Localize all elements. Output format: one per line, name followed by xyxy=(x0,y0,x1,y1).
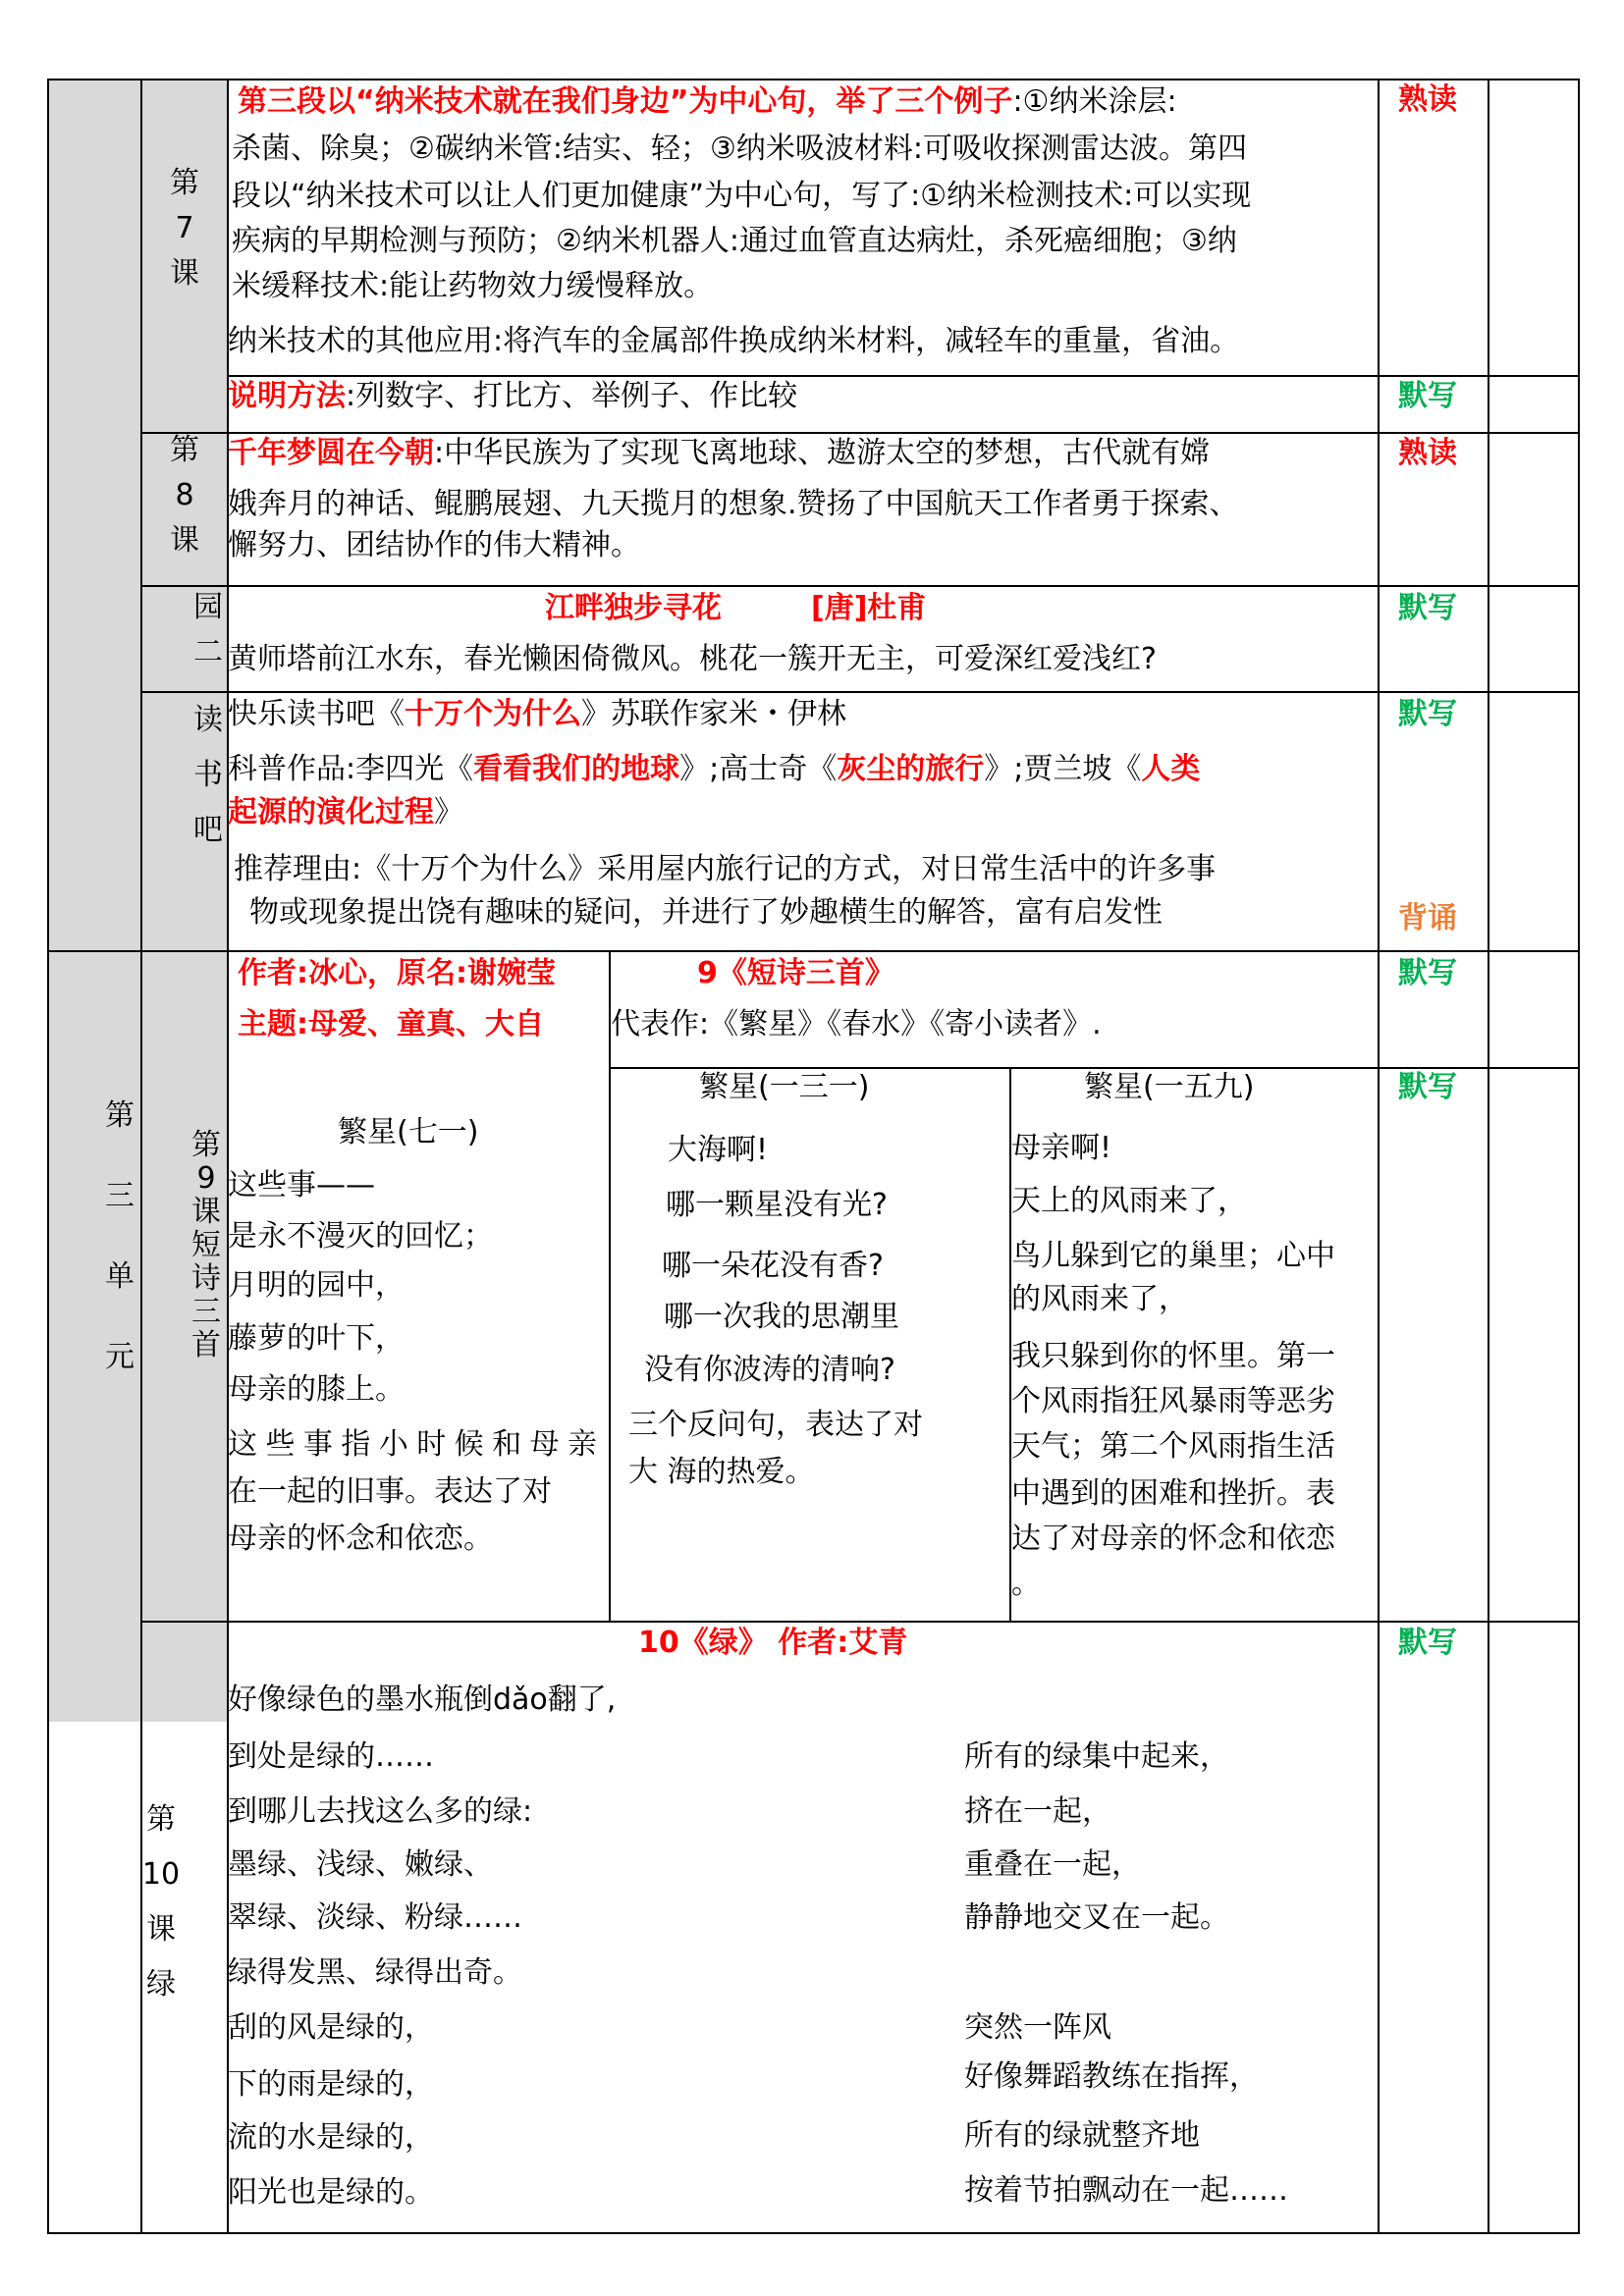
poem131-note: 三个反问句，表达了对 xyxy=(628,1408,923,1442)
poem159-line: 天上的风雨来了， xyxy=(1011,1184,1247,1218)
lesson7-method: 说明方法:列数字、打比方、举例子、作比较 xyxy=(228,379,798,413)
poem131-line: 没有你波涛的清响? xyxy=(644,1353,895,1387)
lesson10-right-line: 所有的绿就整齐地 xyxy=(964,2118,1200,2153)
poem71-line: 月明的园中， xyxy=(228,1268,405,1303)
poem131-title: 繁星(一三一) xyxy=(699,1070,870,1104)
lesson10-left-line: 到处是绿的…… xyxy=(228,1739,434,1774)
rule-v xyxy=(609,950,611,1621)
lesson8-line2: 娥奔月的神话、鲲鹏展翅、九天揽月的想象.赞扬了中国航天工作者勇于探索、 xyxy=(228,487,1239,521)
lesson10-left-line: 绿得发黑、绿得出奇。 xyxy=(228,1955,522,1990)
poem159-title: 繁星(一五九) xyxy=(1084,1070,1255,1104)
dushuba-line3: 起源的演化过程》 xyxy=(228,795,463,829)
poem159-line: 我只躲到你的怀里。第一 xyxy=(1011,1339,1335,1373)
poem159-line: 中遇到的困难和挫折。表 xyxy=(1011,1476,1335,1511)
lesson10-right-line: 静静地交叉在一起。 xyxy=(964,1900,1229,1935)
lesson7-line: 米缓释技术:能让药物效力缓慢释放。 xyxy=(232,269,714,303)
poem159-line: 母亲啊! xyxy=(1011,1131,1112,1165)
rule-bottom xyxy=(47,2232,1580,2234)
lesson9-works: 代表作:《繁星》《春水》《寄小读者》. xyxy=(611,1007,1102,1041)
poem71-note: 母亲的怀念和依恋。 xyxy=(228,1522,493,1556)
lesson8-line1: 千年梦圆在今朝:中华民族为了实现飞离地球、遨游太空的梦想，古代就有嫦 xyxy=(228,436,1211,470)
lesson10-right-line: 所有的绿集中起来， xyxy=(964,1739,1229,1774)
rule-top xyxy=(47,79,1580,80)
tag-beisong: 背诵 xyxy=(1398,901,1457,935)
lesson10-left-line: 阳光也是绿的。 xyxy=(228,2175,434,2210)
poem159-line: 天气；第二个风雨指生活 xyxy=(1011,1429,1335,1464)
lesson8-line3: 懈努力、团结协作的伟大精神。 xyxy=(228,528,640,562)
dushuba-reason1: 推荐理由:《十万个为什么》采用屋内旅行记的方式，对日常生活中的许多事 xyxy=(234,852,1217,886)
poem71-title: 繁星(七一) xyxy=(338,1115,479,1149)
lesson10-right-line: 按着节拍飘动在一起…… xyxy=(964,2173,1288,2208)
lesson10-left-line: 到哪儿去找这么多的绿: xyxy=(228,1794,533,1829)
dushuba-line2: 科普作品:李四光《看看我们的地球》;高士奇《灰尘的旅行》;贾兰坡《人类 xyxy=(228,752,1201,786)
tag-moxie: 默写 xyxy=(1398,379,1457,413)
rule-v xyxy=(1488,79,1489,2234)
poem131-line: 哪一朵花没有香? xyxy=(662,1249,884,1283)
poem159-line: 。 xyxy=(1011,1567,1041,1601)
poem131-line: 哪一颗星没有光? xyxy=(666,1188,888,1222)
rule-v xyxy=(1578,79,1580,2234)
lesson8-label: 第 8 课 xyxy=(170,433,199,558)
yuandi2-label: 园 二 xyxy=(193,590,223,669)
lesson10-intro: 好像绿色的墨水瓶倒dǎo翻了, xyxy=(228,1682,617,1717)
lesson9-title: 9《短诗三首》 xyxy=(697,956,894,990)
lesson10-left-line: 墨绿、浅绿、嫩绿、 xyxy=(228,1847,493,1882)
poem71-note: 这些事指小时候和母亲 xyxy=(228,1427,597,1462)
rule-v xyxy=(47,79,49,2234)
rule-unit3 xyxy=(47,950,1580,952)
lesson10-right-line: 挤在一起， xyxy=(964,1794,1111,1829)
poem131-line: 哪一次我的思潮里 xyxy=(664,1300,899,1334)
poem159-line: 个风雨指狂风暴雨等恶劣 xyxy=(1011,1384,1335,1418)
lesson7-line1: 第三段以“纳米技术就在我们身边”为中心句，举了三个例子:①纳米涂层: xyxy=(238,84,1177,119)
poem71-line: 藤萝的叶下， xyxy=(228,1321,405,1356)
lesson10-right-line: 好像舞蹈教练在指挥， xyxy=(964,2059,1259,2094)
lesson10-left-line: 下的雨是绿的， xyxy=(228,2067,434,2102)
poem-text: 黄师塔前江水东，春光懒困倚微风。桃花一簇开无主，可爱深红爱浅红? xyxy=(228,642,1157,676)
dushuba-label: 读 书 吧 xyxy=(193,703,223,847)
tag-moxie: 默写 xyxy=(1398,591,1457,625)
poem71-note: 在一起的旧事。表达了对 xyxy=(228,1474,552,1509)
dushuba-reason2: 物或现象提出饶有趣味的疑问，并进行了妙趣横生的解答，富有启发性 xyxy=(249,895,1163,930)
dushuba-line1: 快乐读书吧《十万个为什么》苏联作家米・伊林 xyxy=(228,697,846,731)
poem71-line: 这些事—— xyxy=(228,1168,375,1202)
lesson9-theme: 主题:母爱、童真、大自 xyxy=(238,1007,544,1041)
poem71-line: 是永不漫灭的回忆； xyxy=(228,1219,493,1254)
lesson10-left-line: 流的水是绿的， xyxy=(228,2120,434,2155)
lesson7-line: 杀菌、除臭；②碳纳米管:结实、轻；③纳米吸波材料:可吸收探测雷达波。第四 xyxy=(232,132,1248,166)
poem131-line: 大海啊! xyxy=(668,1133,769,1167)
tag-moxie: 默写 xyxy=(1398,697,1457,731)
poem159-line: 的风雨来了， xyxy=(1011,1282,1188,1316)
lesson10-label: 第 10 课 绿 xyxy=(141,1802,181,2002)
unit-column-bg xyxy=(48,80,141,1722)
tag-moxie: 默写 xyxy=(1398,1626,1457,1660)
rule-v xyxy=(1378,79,1380,2234)
lesson10-right-line: 突然一阵风 xyxy=(964,2010,1111,2045)
tag-moxie: 默写 xyxy=(1398,1070,1457,1104)
rule xyxy=(140,585,1580,587)
poem159-line: 达了对母亲的怀念和依恋 xyxy=(1011,1522,1335,1556)
tag-shudu: 熟读 xyxy=(1398,82,1457,117)
lesson9-author: 作者:冰心，原名:谢婉莹 xyxy=(238,956,556,990)
lesson7-other-use: 纳米技术的其他应用:将汽车的金属部件换成纳米材料，减轻车的重量，省油。 xyxy=(228,324,1240,358)
poem159-line: 鸟儿躲到它的巢里；心中 xyxy=(1011,1239,1335,1273)
lesson-column-bg xyxy=(141,80,228,1722)
lesson10-left-line: 刮的风是绿的， xyxy=(228,2010,434,2045)
lesson10-left-line: 翠绿、淡绿、粉绿…… xyxy=(228,1900,522,1935)
tag-shudu: 熟读 xyxy=(1398,436,1457,470)
poem131-note: 大 海的热爱。 xyxy=(628,1455,815,1489)
poem-title: 江畔独步寻花 xyxy=(545,591,722,625)
lesson10-title: 10《绿》 作者:艾青 xyxy=(638,1626,908,1660)
rule xyxy=(140,1621,1580,1623)
lesson7-label: 第 7 课 xyxy=(170,166,199,291)
poem71-line: 母亲的膝上。 xyxy=(228,1372,405,1407)
tag-moxie: 默写 xyxy=(1398,956,1457,990)
unit3-label: 第 三 单 元 xyxy=(105,1098,135,1374)
lesson7-line: 疾病的早期检测与预防；②纳米机器人:通过血管直达病灶，杀死癌细胞；③纳 xyxy=(232,224,1237,258)
poem-author: [唐]杜甫 xyxy=(811,591,927,625)
rule xyxy=(140,691,1580,693)
lesson7-line: 段以“纳米技术可以让人们更加健康”为中心句，写了:①纳米检测技术:可以实现 xyxy=(232,179,1252,213)
lesson9-label: 第9课短诗三首 xyxy=(191,1128,221,1362)
lesson10-right-line: 重叠在一起， xyxy=(964,1847,1141,1882)
